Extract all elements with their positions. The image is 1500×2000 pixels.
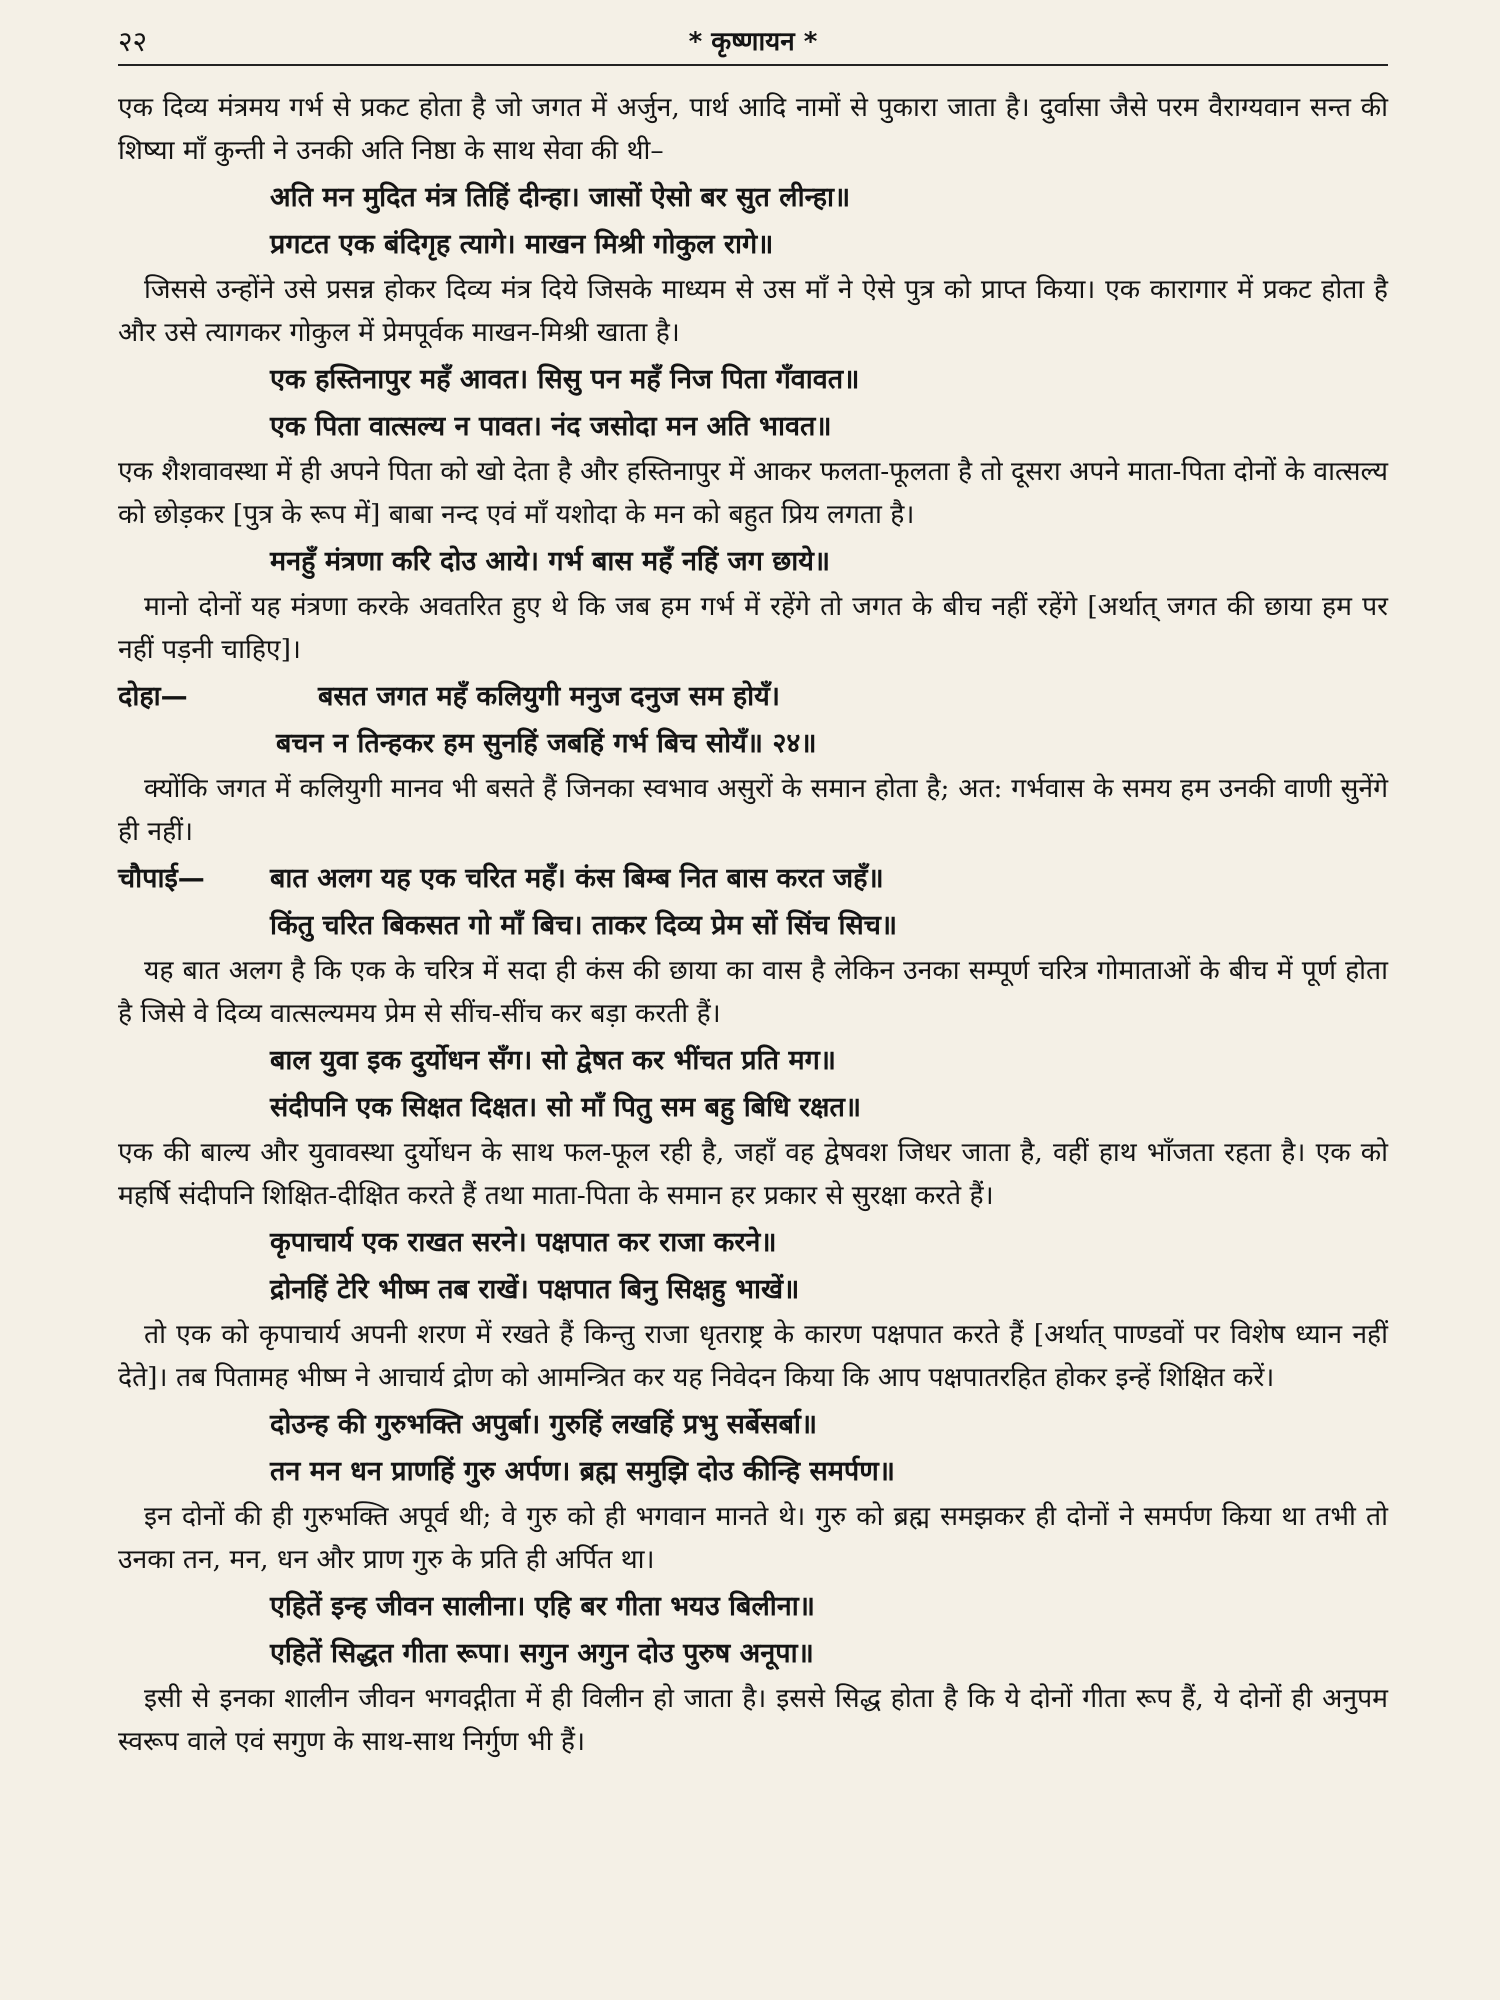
- verse-block: [118, 538, 1388, 585]
- verse-line: संदीपनि एक सिक्षत दिक्षत। सो माँ पितु सम बहु बिधि रक्षत॥: [270, 1092, 862, 1123]
- paragraph: जिससे उन्होंने उसे प्रसन्न होकर दिव्य मंत्र दिये जिसके माध्यम से उस माँ ने ऐसे पुत्र को प्राप्त किया। एक कारागार में प्रकट होता है और उसे त्यागकर गोकुल में प्रेमपूर्वक माखन-मिश्री खाता है।: [118, 274, 1388, 348]
- verse-line: एहितें सिद्धत गीता रूपा। सगुन अगुन दोउ पुरुष अनूपा॥: [270, 1638, 814, 1669]
- verse-block: [118, 1583, 1388, 1677]
- page-content: [118, 64, 1388, 1763]
- running-title: * कृष्णायन *: [688, 27, 818, 57]
- verse-line: दोउन्ह की गुरुभक्ति अपुर्बा। गुरुहिं लखहिं प्रभु सर्बेसर्बा॥: [270, 1409, 818, 1440]
- verse-line: एक हस्तिनापुर महँ आवत। सिसु पन महँ निज पिता गँवावत॥: [270, 364, 860, 395]
- paragraph: मानो दोनों यह मंत्रणा करके अवतरित हुए थे कि जब हम गर्भ में रहेंगे तो जगत के बीच नहीं रहेंगे [अर्थात् जगत की छाया हम पर नहीं पड़नी चाहिए]।: [118, 591, 1388, 665]
- verse-line: कृपाचार्य एक राखत सरने। पक्षपात कर राजा करने॥: [270, 1227, 777, 1258]
- page-header: [118, 0, 1388, 64]
- verse-block: [118, 1401, 1388, 1495]
- verse-line: किंतु चरित बिकसत गो माँ बिच। ताकर दिव्य प्रेम सों सिंच सिच॥: [270, 910, 898, 941]
- verse-block: [118, 1219, 1388, 1313]
- chaupai-label: चौपाई—: [118, 863, 205, 894]
- verse-line: एक पिता वात्सल्य न पावत। नंद जसोदा मन अति भावत॥: [270, 411, 832, 442]
- verse-line: एहितें इन्ह जीवन सालीना। एहि बर गीता भयउ बिलीना॥: [270, 1591, 815, 1622]
- paragraph: तो एक को कृपाचार्य अपनी शरण में रखते हैं किन्तु राजा धृतराष्ट्र के कारण पक्षपात करते हैं [अर्थात् पाण्डवों पर विशेष ध्यान नहीं देते]। तब पितामह भीष्म ने आचार्य द्रोण को आमन्त्रित कर यह निवेदन किया कि आप पक्षपातरहित होकर इन्हें शिक्षित करें।: [118, 1319, 1388, 1393]
- verse-block: [118, 356, 1388, 450]
- verse-line: अति मन मुदित मंत्र तिहिं दीन्हा। जासों ऐसो बर सुत लीन्हा॥: [270, 182, 851, 213]
- doha-label: दोहा—: [118, 681, 188, 712]
- paragraph: इसी से इनका शालीन जीवन भगवद्गीता में ही विलीन हो जाता है। इससे सिद्ध होता है कि ये दोनों गीता रूप हैं, ये दोनों ही अनुपम स्वरूप वाले एवं सगुण के साथ-साथ निर्गुण भी हैं।: [118, 1683, 1388, 1757]
- verse-line: बाल युवा इक दुर्योधन सँग। सो द्वेषत कर भींचत प्रति मग॥: [270, 1045, 836, 1076]
- paragraph: एक शैशवावस्था में ही अपने पिता को खो देता है और हस्तिनापुर में आकर फलता-फूलता है तो दूसरा अपने माता-पिता दोनों के वात्सल्य को छोड़कर [पुत्र के रूप में] बाबा नन्द एवं माँ यशोदा के मन को बहुत प्रिय लगता है।: [118, 456, 1388, 530]
- verse-line: मनहुँ मंत्रणा करि दोउ आये। गर्भ बास महँ नहिं जग छाये॥: [270, 546, 831, 577]
- verse-block: [118, 1037, 1388, 1131]
- header-rule: [118, 64, 1388, 66]
- paragraph: एक दिव्य मंत्रमय गर्भ से प्रकट होता है जो जगत में अर्जुन, पार्थ आदि नामों से पुकारा जाता है। दुर्वासा जैसे परम वैराग्यवान सन्त की शिष्या माँ कुन्ती ने उनकी अति निष्ठा के साथ सेवा की थी–: [118, 92, 1388, 166]
- paragraph: क्योंकि जगत में कलियुगी मानव भी बसते हैं जिनका स्वभाव असुरों के समान होता है; अत: गर्भवास के समय हम उनकी वाणी सुनेंगे ही नहीं।: [118, 773, 1388, 847]
- paragraph: एक की बाल्य और युवावस्था दुर्योधन के साथ फल-फूल रही है, जहाँ वह द्वेषवश जिधर जाता है, वहीं हाथ भाँजता रहता है। एक को महर्षि संदीपनि शिक्षित-दीक्षित करते हैं तथा माता-पिता के समान हर प्रकार से सुरक्षा करते हैं।: [118, 1137, 1388, 1211]
- verse-line: प्रगटत एक बंदिगृह त्यागे। माखन मिश्री गोकुल रागे॥: [270, 229, 774, 260]
- page-number: २२: [118, 25, 148, 58]
- verse-line: द्रोनहिं टेरि भीष्म तब राखें। पक्षपात बिनु सिक्षहु भाखें॥: [270, 1274, 800, 1305]
- verse-line: बसत जगत महँ कलियुगी मनुज दनुज सम होयँ।: [318, 681, 780, 712]
- verse-block: [118, 174, 1388, 268]
- paragraph: इन दोनों की ही गुरुभक्ति अपूर्व थी; वे गुरु को ही भगवान मानते थे। गुरु को ब्रह्म समझकर ही दोनों ने समर्पण किया था तभी तो उनका तन, मन, धन और प्राण गुरु के प्रति ही अर्पित था।: [118, 1501, 1388, 1575]
- chaupai-block: [118, 855, 1388, 949]
- verse-line: तन मन धन प्राणहिं गुरु अर्पण। ब्रह्म समुझि दोउ कीन्हि समर्पण॥: [270, 1456, 895, 1487]
- doha-block: [118, 673, 1388, 767]
- verse-line: बात अलग यह एक चरित महँ। कंस बिम्ब नित बास करत जहँ॥: [270, 863, 884, 894]
- verse-line: बचन न तिन्हकर हम सुनहिं जबहिं गर्भ बिच सोयँ॥ २४॥: [276, 728, 817, 759]
- paragraph: यह बात अलग है कि एक के चरित्र में सदा ही कंस की छाया का वास है लेकिन उनका सम्पूर्ण चरित्र गोमाताओं के बीच में पूर्ण होता है जिसे वे दिव्य वात्सल्यमय प्रेम से सींच-सींच कर बड़ा करती हैं।: [118, 955, 1388, 1029]
